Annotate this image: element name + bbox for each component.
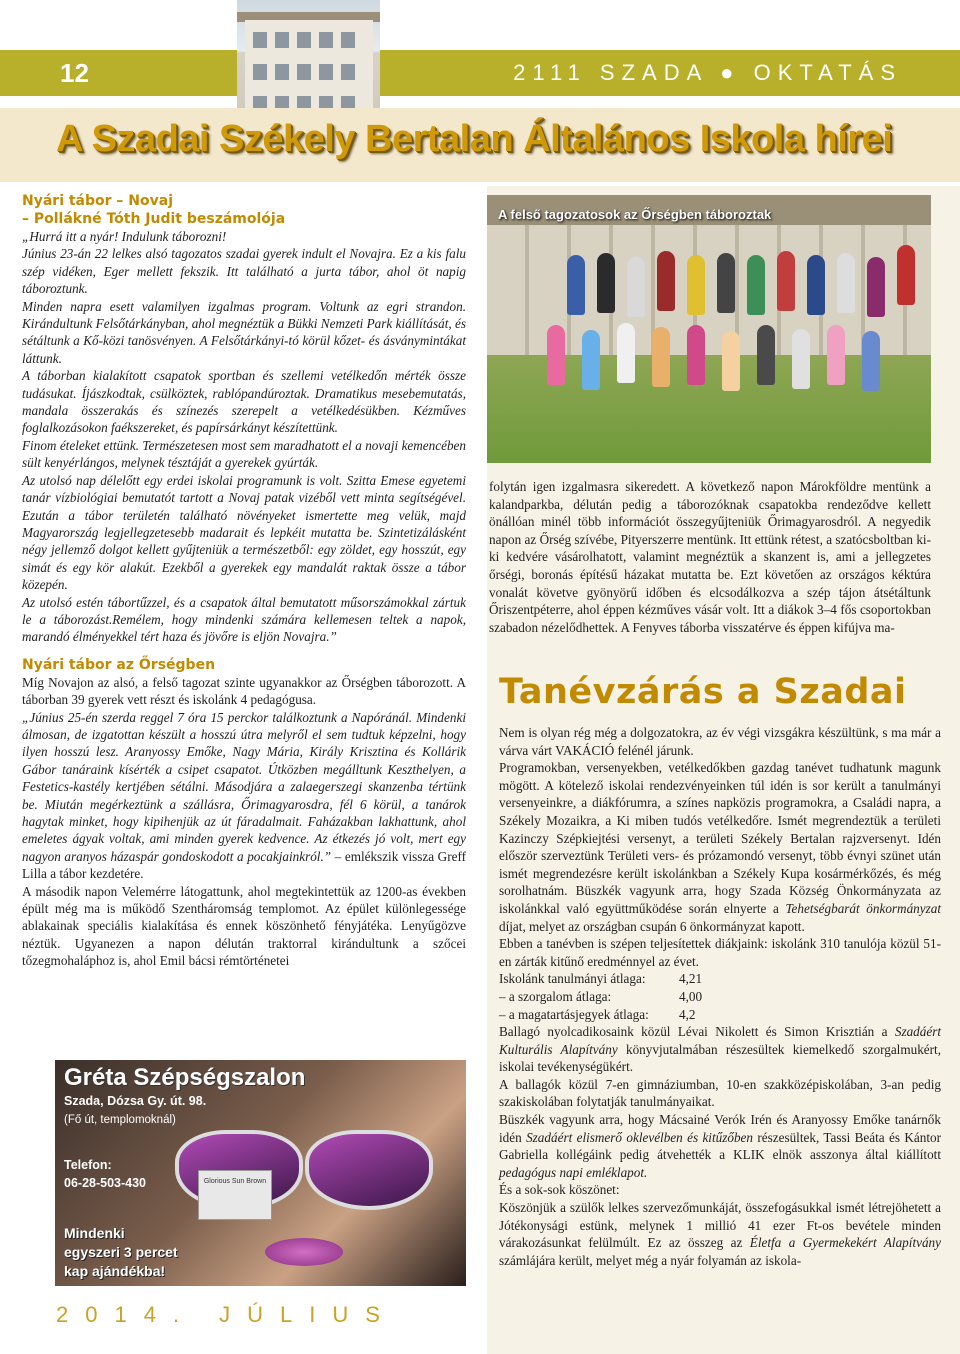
paragraph: folytán igen izgalmasra sikeredett. A következő napon Márokföldre mentünk a kalandparkba, délután pedig a táborozóknak csapatokba rendeződve kellett önállóan minél több információt összegyűjteniük Őrimagyarosdról. A negyedik napon az Őrség szívébe, Pityerszerre mentünk. Itt ettünk rétest, a szatócsboltban ki-ki kedvére vásárolhatott, valamint megnéztük a skanzent is, ami a jellegzetes őrségi, boronás építésű házakat mutatta be. Ezt követően az országos kéktúra vonalát követve gyönyörű időben és elcsodálkozva a szép tájon átsétáltunk Őriszentpéterre, ahol éppen kézműves vásár volt. Itt a diákok 3–4 fős csoportokban szabadon nézelődhettek. A Fenyves táborba visszatérve és éppen kifújva ma- <box>489 479 931 635</box>
paragraph: Minden napra esett valamilyen izgalmas program. Voltunk az egri strandon. Kirándultunk Felsőtárkányban, ahol megnéztük a Bükki Nemzeti Park kiállítását, és sétáltunk a Kő-közi tanösvényen. A Felsőtárkányi-tó körül kőzet- és ásványmintákat láttunk. <box>22 298 466 366</box>
footer-date: 2014. JÚLIUS <box>56 1302 397 1327</box>
ad-offer-line: kap ajándékba! <box>64 1263 166 1279</box>
award-name: Szadáért elismerő oklevélben és kitűzőben <box>526 1129 753 1145</box>
text: Büszkék vagyunk arra, hogy Mácsainé Verók Irén és Aranyossy Emőke tanárnők idén <box>499 1112 941 1145</box>
product-box: Glorious Sun Brown <box>198 1170 272 1220</box>
ad-phone <box>64 1156 146 1192</box>
paragraph <box>499 1023 941 1076</box>
grade-value: 4,2 <box>679 1006 696 1022</box>
ad-address: Szada, Dózsa Gy. út. 98. <box>64 1094 207 1108</box>
ad-address-note: (Fő út, templomoknál) <box>64 1114 176 1126</box>
article-title-orseg: Nyári tábor az Őrségben <box>22 656 216 673</box>
paragraph: „Hurrá itt a nyár! Indulunk táborozni! <box>22 229 227 244</box>
paragraph <box>499 1111 941 1181</box>
page-number: 12 <box>60 58 89 88</box>
page-headline: A Szadai Székely Bertalan Általános Iskola hírei <box>56 118 893 160</box>
paragraph: A második napon Velemérre látogattunk, ahol megtekintettük az 1200-as években épült még ma is működő Szentháromság templomot. Az épület különlegessége ablakainak speciális kialakítása és ennek köszönhető fényjátéka. Lenyűgözve néztük. Ugyanezen a napon délután traktorral kirándultunk a szőcei tőzegmohaláphoz is, ahol Emil bácsi rémtörténetei <box>22 883 466 969</box>
photo-caption: A felső tagozatosok az Őrségben táboroztak <box>498 207 772 222</box>
quote-attribution: – emlékszik vissza Greff Lilla a tábor kezdetére. <box>22 848 466 882</box>
right-column-continuation <box>489 478 931 636</box>
quote: „Június 25-én szerda reggel 7 óra 15 perckor találkoztunk a Napóránál. Mindenki álmosan, de izgatottan készült a hosszú útra melyről el sem tudtuk képzelni, hogy ilyen hosszú lesz. Aranyossy Emőke, Nagy Mária, Király Krisztina és Kollárik Gábor tanáraink kísérték a csipet csapatot. Útközben megálltunk Keszthelyen, a Festetics-kastély kertjében sétálni. Másodjára a zalaegerszegi skanzenba tértünk be. Miután megérkeztünk a szállásra, Őrimagyarosdra, fél 6 körül, a tanárok hagytak minket, hogy kipihenjük az út fáradalmait. Faházakban lakhattunk, ahol emeletes ágyak voltak, ami minden gyerek kedvence. Az étkezés jó volt, mert egy nagyon aranyos házaspár gondoskodott a pocakjainkról.” <box>22 709 466 864</box>
paragraph <box>499 759 941 935</box>
grade-row <box>499 1006 941 1024</box>
paragraph: Míg Novajon az alsó, a felső tagozat szinte ugyanakkor az Őrségben táborozott. A táborban 39 gyerek vett részt és iskolánk 4 pedagógusa. <box>22 674 466 708</box>
paragraph: Az utolsó estén tábortűzzel, és a csapatok által bemutatott műsorszámokkal zártuk le a táborozást.Remélem, hogy mindenki számára kellemesen teltek a napok, marandó élményekkel tért haza és jövőre is eljön Novajra.” <box>22 594 466 645</box>
grade-value: 4,00 <box>679 988 703 1004</box>
beauty-salon-ad <box>55 1060 466 1286</box>
text: számlájára került, melyet még a nyár folyamán az iskola- <box>499 1252 802 1268</box>
ad-offer-line: Mindenki <box>64 1225 125 1241</box>
ad-title: Gréta Szépségszalon <box>64 1064 306 1091</box>
article-title-novaj-1: Nyári tábor – Novaj <box>22 193 174 209</box>
paragraph: Nem is olyan rég még a dolgozatokra, az év végi vizsgákra készültünk, s ma már a várva várt VAKÁCIÓ felénél járunk. <box>499 725 941 758</box>
grade-label: Iskolánk tanulmányi átlaga: <box>499 971 646 987</box>
foundation-name: Szadáért Kulturális Alapítvány <box>499 1024 941 1057</box>
left-column <box>22 192 466 970</box>
paragraph: A ballagók közül 7-en gimnáziumban, 10-en szakközépiskolában, 3-an pedig szakiskolában folytatják tanulmányaikat. <box>499 1076 941 1110</box>
grade-row <box>499 988 941 1006</box>
lips-image <box>265 1238 343 1266</box>
paragraph: Ebben a tanévben is szépen teljesítettek diákjaink: iskolánk 310 tanulója közül 51-en zárták kitűnő eredménnyel az évet. <box>499 936 941 969</box>
award-name: Tehetségbarát önkormányzat <box>785 900 942 916</box>
paragraph <box>499 1199 941 1269</box>
text: Programokban, versenyekben, vetélkedőkben gazdag tanévet tudhatunk magunk mögött. A kötelező iskolai rendezvényeinken túl idén is sor került a tanulmányi versenyeinkre, a diákfórumra, a színes napközis programokra, a Családi napra, a Székely Mozaikra, a Ki miben tudós vetélkedőre. Ismét megrendeztük a területi Kazinczy Szépkiejtési versenyt, a területi Székely Bertalan rajzversenyt. Idén először szerveztünk Területi vers- és prózamondó versenyt, több évnyi szünet után ismét megrendezésre került iskolánkban a Székely Kupa kosármérkőzés, és még sorolhatnám. Büszkék vagyunk arra, hogy Szada Község Önkormányzata az iskolánkkal való együttműködése során elnyerte a <box>499 760 941 916</box>
group-photo <box>487 195 931 463</box>
ad-offer-line: egyszeri 3 percet <box>64 1244 178 1260</box>
article-title-tanevzaras: Tanévzárás a Szadai <box>499 672 907 712</box>
foundation-name: Életfa a Gyermekekért Alapítvány <box>749 1235 941 1251</box>
grade-label: – a szorgalom átlaga: <box>499 988 612 1004</box>
grade-row <box>499 970 941 988</box>
ad-phone-number: 06-28-503-430 <box>64 1176 147 1190</box>
paragraph: És a sok-sok köszönet: <box>499 1182 620 1198</box>
paragraph: Június 23-án 22 lelkes alsó tagozatos szadai gyerek indult el Novajra. Ez a kis falu szép vidéken, Eger mellett fekszik. Itt található a jurta tábor, ahol öt napig táboroztunk. <box>22 246 466 297</box>
text: díjat, melyet az országban csupán 6 önkormányzat kapott. <box>499 918 805 934</box>
text: Ballagó nyolcadikosaink közül Lévai Nikolett és Simon Krisztián a <box>499 1024 895 1040</box>
sunglasses-lens <box>305 1130 433 1210</box>
paragraph: A táborban kialakított csapatok sportban és szellemi vetélkedőn mérték össze tudásukat. Íjászkodtak, csülköztek, rablópandúroztak. Dramatikus mesebemutatás, mandala összerakás és színezés szerepelt a vetélkedésükben. Kézműves foglalkozásokon faékszereket, és papírsárkányt készítettünk. <box>22 368 466 436</box>
article-title-novaj-2: – Pollákné Tóth Judit beszámolója <box>22 211 286 227</box>
ad-offer <box>64 1224 178 1281</box>
tanevzaras-body <box>499 724 941 1269</box>
paragraph <box>22 709 466 883</box>
paragraph: Az utolsó nap délelőtt egy erdei iskolai programunk is volt. Szitta Emese egyetemi tanár vízbiológiai bemutatót tartott a Novaj patak vizéből vett minta segítségével. Ezután a tábor területén található növényeket ismertette meg velük, majd Magyarország legjellegzetesebb madarait és lepkéit mutatta be. Szintetizálásként négy jellemző dolgot kellett gyűjteniük a természetből: egy zöldet, egy hosszút, egy simát és egy kör alakút. Ezekből a gyerekek egy mandalát raktak össze a tábor közepén. <box>22 472 466 593</box>
section-header: 2111 SZADA ● OKTATÁS <box>513 60 902 85</box>
text: könyvjutalmában részesültek kiemelkedő szorgalmukért, iskolai tevékenységükért. <box>499 1041 941 1075</box>
grade-value: 4,21 <box>679 971 703 987</box>
text: részesültek, Tassi Beáta és Kántor Gabriella kollégáink pedig átvehették a KLIK elnök asszonya által kiállított <box>499 1129 941 1163</box>
ad-phone-label: Telefon: <box>64 1158 112 1172</box>
text: Köszönjük a szülők lelkes szervezőmunkáját, összefogásukkal ismét létrejöhetett a Jótékonysági estünk, melynek 1 millió 41 ezer Ft-os bevétele minden várakozásunkat felülmúlt. Ez az összeg az <box>499 1200 941 1251</box>
award-name: pedagógus napi emléklapot. <box>499 1164 648 1180</box>
grade-label: – a magatartásjegyek átlaga: <box>499 1006 649 1022</box>
paragraph: Finom ételeket ettünk. Természetesen most sem maradhatott el a novaji kemencében sült kenyérlángos, melynek tésztáját a gyerekek gyúrták. <box>22 437 466 471</box>
